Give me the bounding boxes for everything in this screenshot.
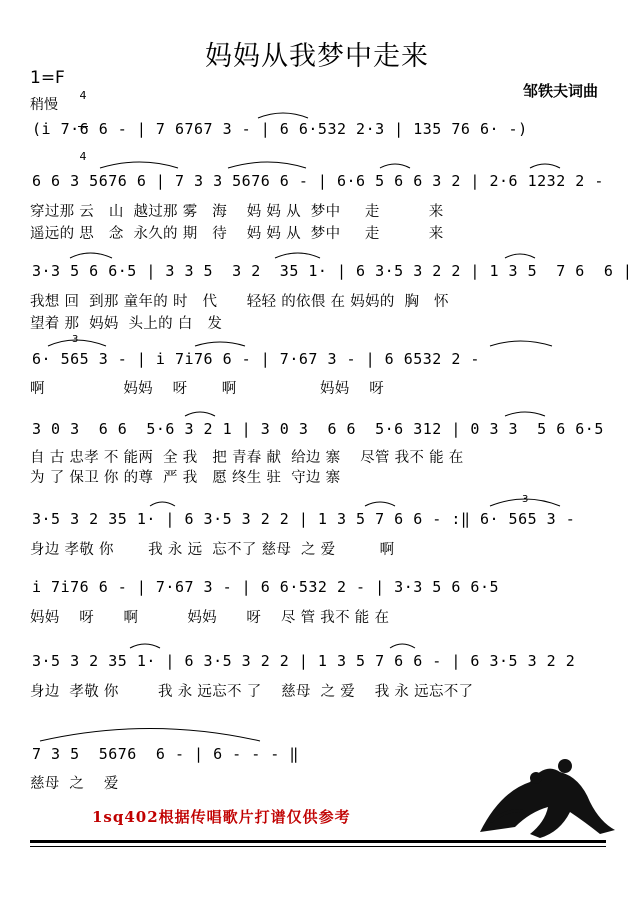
slur-mark	[505, 254, 535, 258]
time-signature-top: 4	[79, 89, 87, 102]
lyric-row-3-verse-1: 我想 回 到那 童年的 时 代 轻轻 的依偎 在 妈妈的 胸 怀	[30, 294, 449, 310]
dancers-illustration-logo	[470, 752, 620, 842]
slur-mark	[130, 644, 160, 648]
lyric-row-8: 身边 孝敬 你 我 永 远忘不 了 慈母 之 爱 我 永 远忘不了	[30, 684, 474, 700]
slur-mark	[100, 162, 178, 168]
time-signature-bottom: 4	[79, 150, 87, 163]
slur-mark	[70, 253, 112, 258]
slur-mark	[530, 164, 560, 168]
triplet-number: 3	[72, 334, 79, 345]
lyric-row-2-verse-1: 穿过那 云 山 越过那 雾 海 妈 妈 从 梦中 走 来	[30, 204, 444, 220]
notation-row-2: 6 6 3 5676 6 | 7 3 3 5676 6 - | 6·6 5 6 6 3 2 | 2·6 1232 2 -	[32, 172, 604, 190]
notation-row-8: 3·5 3 2 35 1· | 6 3·5 3 2 2 | 1 3 5 7 6 6 - | 6 3·5 3 2 2	[32, 652, 576, 670]
slur-mark	[150, 502, 175, 506]
notation-row-1: (i̇ 7·6 6 - | 7 6767 3 - | 6 6·532 2·3 | 135 76 6· -)	[32, 120, 528, 138]
lyric-row-5-verse-1: 自 古 忠孝 不 能两 全 我 把 青春 献 给边 寨 尽管 我不 能 在	[30, 450, 464, 466]
lyric-row-3-verse-2: 望着 那 妈妈 头上的 白 发	[30, 316, 223, 332]
notation-row-7: i̇ 7i̇76 6 - | 7·67 3 - | 6 6·532 2 - | 3·3 5 6 6·5	[32, 578, 500, 596]
footer-rule-thin	[30, 846, 606, 847]
lyric-row-5-verse-2: 为 了 保卫 你 的尊 严 我 愿 终生 驻 守边 寨	[30, 470, 341, 486]
slur-mark	[380, 164, 410, 168]
slur-mark	[258, 113, 308, 118]
slur-mark	[40, 729, 260, 742]
notation-row-4: 6· 565 3 - | i̇ 7i̇76 6 - | 7·67 3 - | 6 6532 2 -	[32, 350, 480, 368]
slur-mark	[390, 644, 415, 648]
triplet-number: 3	[522, 494, 529, 505]
slur-mark	[195, 342, 245, 346]
score-title: 妈妈从我梦中走来	[205, 41, 429, 72]
slur-mark	[275, 253, 320, 258]
footer-rule-thick	[30, 840, 606, 843]
slur-mark	[365, 502, 395, 506]
lyric-row-7: 妈妈 呀 啊 妈妈 呀 尽 管 我不 能 在	[30, 610, 390, 626]
slur-mark	[490, 341, 552, 346]
notation-row-5: 3 0 3 6 6 5·6 3 2 1 | 3 0 3 6 6 5·6 312 | 0 3 3 5 6 6·5	[32, 420, 604, 438]
lyric-row-4: 啊 妈妈 呀 啊 妈妈 呀	[30, 381, 385, 397]
lyric-row-2-verse-2: 遥远的 思 念 永久的 期 待 妈 妈 从 梦中 走 来	[30, 226, 444, 242]
tempo-marking: 稍慢	[30, 97, 58, 113]
lyric-row-6: 身边 孝敬 你 我 永 远 忘不了 慈母 之 爱 啊	[30, 542, 395, 558]
key-signature: 1=F	[30, 68, 65, 88]
notation-row-3: 3·3 5 6 6·5 | 3 3 5 3 2 35 1· | 6 3·5 3 2 2 | 1 3 5 7 6 6 |	[32, 262, 633, 280]
footer-note: 1sq402根据传唱歌片打谱仅供参考	[92, 808, 351, 826]
slur-mark	[228, 162, 306, 168]
composer-credit: 邹铁夫词曲	[522, 82, 598, 100]
notation-row-6: 3·5 3 2 35 1· | 6 3·5 3 2 2 | 1 3 5 7 6 6 - :‖ 6· 565 3 -	[32, 510, 576, 528]
slur-mark	[185, 412, 215, 416]
slur-mark	[505, 412, 545, 416]
notation-row-9: 7 3 5 5676 6 - | 6 - - - ‖	[32, 745, 299, 763]
lyric-row-9: 慈母 之 爱	[30, 776, 119, 792]
